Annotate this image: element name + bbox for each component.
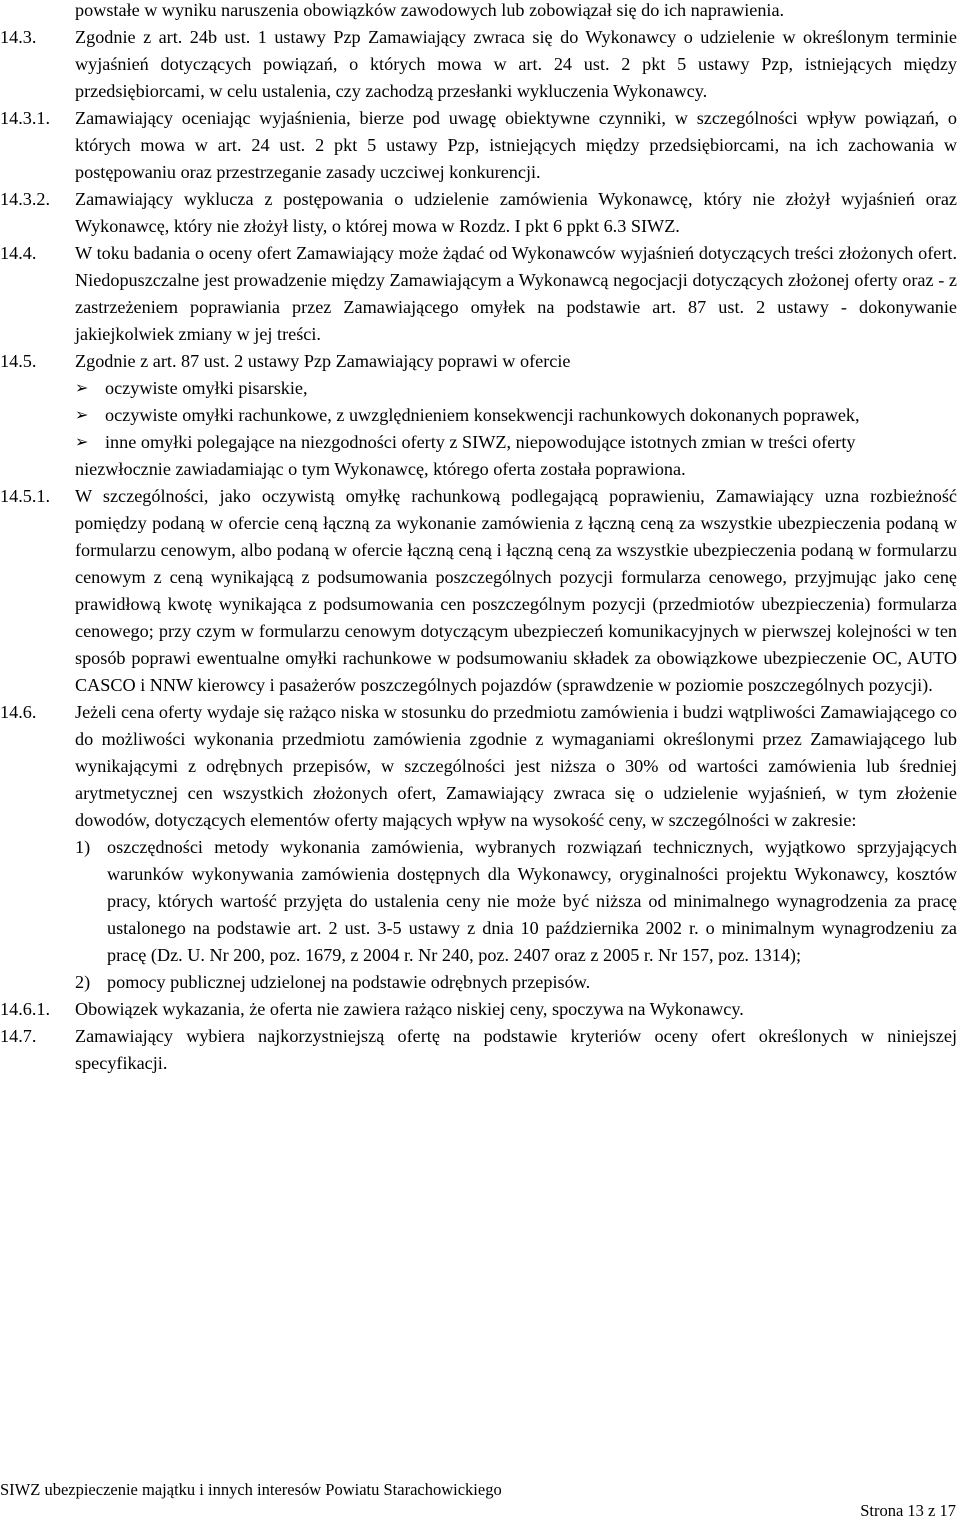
bullet-text: oczywiste omyłki rachunkowe, z uwzględnieniem konsekwencji rachunkowych dokonanych poprawek, xyxy=(105,405,860,425)
section-number: 14.4. xyxy=(0,243,37,263)
section-14-4 xyxy=(0,240,957,348)
section-intro: Zgodnie z art. 87 ust. 2 ustawy Pzp Zamawiający poprawi w ofercie xyxy=(75,351,571,371)
section-text xyxy=(75,699,957,996)
arrow-bullet-icon: ➢ xyxy=(75,407,89,424)
section-14-5 xyxy=(0,348,957,483)
sub-item-text: pomocy publicznej udzielonej na podstawie odrębnych przepisów. xyxy=(107,972,591,992)
section-number: 14.7. xyxy=(0,1026,37,1046)
section-14-3 xyxy=(0,24,957,105)
bullet-item xyxy=(75,429,957,456)
bullet-text: oczywiste omyłki pisarskie, xyxy=(105,378,308,398)
section-text: W szczególności, jako oczywistą omyłkę rachunkową podlegającą poprawieniu, Zamawiający uzna rozbieżność pomiędzy podaną w ofercie ceną łączną za wykonanie zamówienia z łączną ceną za wszystkie ubezpieczenia podaną w formularzu cenowym, albo podaną w ofercie łączną ceną i łączną ceną za wszystkie ubezpieczenia podaną w formularzu cenowym z ceną wynikającą z podsumowania poszczególnych pozycji formularza cenowego, przyjmując jako cenę prawidłową kwotę wynikająca z podsumowania cen poszczególnym pozycji (przedmiotów ubezpieczenia) formularza cenowego; przy czym w formularzu cenowym dotyczącym ubezpieczeń komunikacyjnych w pierwszej kolejności w ten sposób poprawi ewentualne omyłki rachunkowe w podsumowaniu składek za obowiązkowe ubezpieczenie OC, AUTO CASCO i NNW kierowcy i pasażerów poszczególnych pojazdów (sprawdzenie w poziomie poszczególnych pozycji). xyxy=(75,486,957,695)
footer-document-title: SIWZ ubezpieczenie majątku i innych interesów Powiatu Starachowickiego xyxy=(0,1480,502,1499)
arrow-bullet-icon: ➢ xyxy=(75,380,89,397)
sub-item-number: 1) xyxy=(75,837,91,857)
section-number: 14.5.1. xyxy=(0,486,51,506)
section-14-7 xyxy=(0,1023,957,1077)
section-text: Zamawiający oceniając wyjaśnienia, bierze pod uwagę obiektywne czynniki, w szczególności wpływ powiązań, o których mowa w art. 24 ust. 2 pkt 5 ustawy Pzp, istniejących między przedsiębiorcami, na ich zachowania w postępowaniu oraz przestrzeganie zasady uczciwej konkurencji. xyxy=(75,108,957,182)
section-text xyxy=(75,348,957,483)
section-text: Obowiązek wykazania, że oferta nie zawiera rażąco niskiej ceny, spoczywa na Wykonawcy. xyxy=(75,999,744,1019)
section-14-3-2 xyxy=(0,186,957,240)
section-text: Zgodnie z art. 24b ust. 1 ustawy Pzp Zamawiający zwraca się do Wykonawcy o udzielenie w określonym terminie wyjaśnień dotyczących powiązań, o których mowa w art. 24 ust. 2 pkt 5 ustawy Pzp, istniejących między przedsiębiorcami, w celu ustalenia, czy zachodzą przesłanki wykluczenia Wykonawcy. xyxy=(75,27,957,101)
intro-text: powstałe w wyniku naruszenia obowiązków zawodowych lub zobowiązał się do ich naprawienia. xyxy=(75,0,785,20)
section-text: W toku badania o oceny ofert Zamawiający może żądać od Wykonawców wyjaśnień dotyczących treści złożonych ofert. Niedopuszczalne jest prowadzenie między Zamawiającym a Wykonawcą negocjacji dotyczących złożonej oferty oraz - z zastrzeżeniem poprawiania przez Zamawiającego omyłek na podstawie art. 87 ust. 2 ustawy - dokonywanie jakiejkolwiek zmiany w jej treści. xyxy=(75,243,957,344)
sub-item xyxy=(75,834,957,969)
intro-paragraph xyxy=(0,0,957,24)
sub-item-number: 2) xyxy=(75,972,91,992)
section-text: Zamawiający wybiera najkorzystniejszą ofertę na podstawie kryteriów oceny ofert określonych w niniejszej specyfikacji. xyxy=(75,1026,957,1073)
bullet-item xyxy=(75,402,957,429)
section-number: 14.3.1. xyxy=(0,108,51,128)
section-number: 14.3. xyxy=(0,27,37,47)
after-bullets-text: niezwłocznie zawiadamiając o tym Wykonawcę, którego oferta została poprawiona. xyxy=(75,459,686,479)
bullet-text: inne omyłki polegające na niezgodności oferty z SIWZ, niepowodujące istotnych zmian w treści oferty xyxy=(105,432,856,452)
section-number: 14.5. xyxy=(0,351,37,371)
section-14-6-1 xyxy=(0,996,957,1023)
section-14-5-1 xyxy=(0,483,957,699)
footer-page-number: Strona 13 z 17 xyxy=(860,1501,956,1520)
arrow-bullet-icon: ➢ xyxy=(75,434,89,451)
section-intro: Jeżeli cena oferty wydaje się rażąco niska w stosunku do przedmiotu zamówienia i budzi wątpliwości Zamawiającego co do możliwości wykonania przedmiotu zamówienia zgodnie z wymaganiami określonymi przez Zamawiającego lub wynikającymi z odrębnych przepisów, w szczególności jest niższa o 30% od wartości zamówienia lub średniej arytmetycznej cen wszystkich złożonych ofert, Zamawiający zwraca się o udzielenie wyjaśnień, w tym złożenie dowodów, dotyczących elementów oferty mających wpływ na wysokość ceny, w szczególności w zakresie: xyxy=(75,702,957,830)
section-14-3-1 xyxy=(0,105,957,186)
sub-item-text: oszczędności metody wykonania zamówienia, wybranych rozwiązań technicznych, wyjątkowo sprzyjających warunków wykonywania zamówienia dostępnych dla Wykonawcy, oryginalności projektu Wykonawcy, kosztów pracy, których wartość przyjęta do ustalenia ceny nie może być niższa od minimalnego wynagrodzenia za pracę ustalonego na podstawie art. 2 ust. 3-5 ustawy z dnia 10 października 2002 r. o minimalnym wynagrodzeniu za pracę (Dz. U. Nr 200, poz. 1679, z 2004 r. Nr 240, poz. 2407 oraz z 2005 r. Nr 157, poz. 1314); xyxy=(107,837,957,965)
section-number: 14.6.1. xyxy=(0,999,51,1019)
sub-item xyxy=(75,969,957,996)
section-14-6 xyxy=(0,699,957,996)
bullet-item xyxy=(75,375,957,402)
section-number: 14.3.2. xyxy=(0,189,51,209)
section-text: Zamawiający wyklucza z postępowania o udzielenie zamówienia Wykonawcę, który nie złożył wyjaśnień oraz Wykonawcę, który nie złożył listy, o której mowa w Rozdz. I pkt 6 ppkt 6.3 SIWZ. xyxy=(75,189,957,236)
section-number: 14.6. xyxy=(0,702,37,722)
